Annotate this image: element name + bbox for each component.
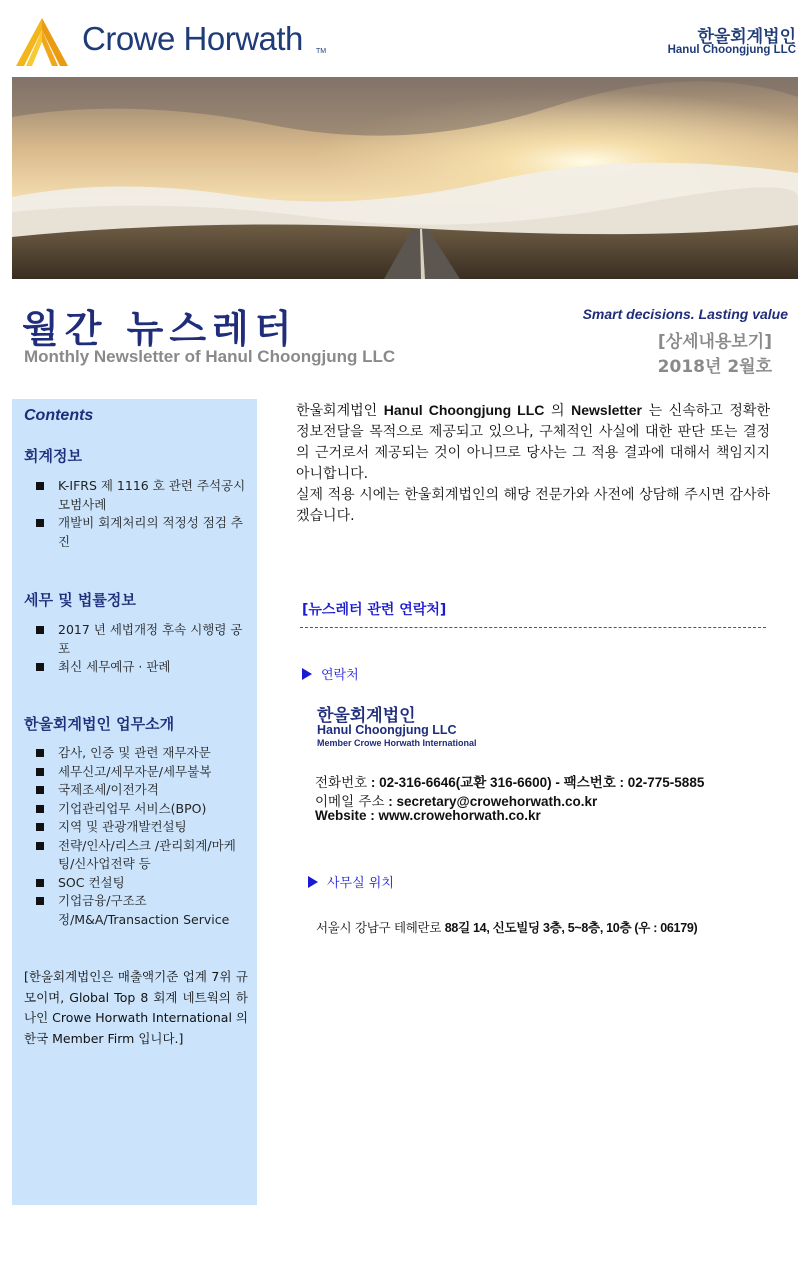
section-heading-accounting[interactable]: 회계정보 — [24, 447, 82, 465]
bullet-square-icon — [36, 842, 44, 850]
website-link[interactable]: Website : www.crowehorwath.co.kr — [315, 808, 541, 823]
disclaimer-text: 한울회계법인 Hanul Choongjung LLC 의 Newsletter 는 신속하고 정확한 정보전달을 목적으로 제공되고 있으나, 구체적인 사실에 대한 판단 또는 결정의 근거로서 제공되는 것이 아니므로 당사는 그 적용 결과에 대해서 책임지지 아니합니다. 실제 적용 시에는 한울회계법인의 해당 전문가와 사전에 상담해 주시면 감사하겠습니다. — [296, 402, 770, 524]
email-line: 이메일 주소 : secretary@crowehorwath.co.kr — [315, 794, 598, 810]
list-item[interactable]: 2017 년 세법개정 후속 시행령 공포 — [36, 621, 246, 658]
newsletter-title-english: Monthly Newsletter of Hanul Choongjung LLC — [24, 347, 396, 366]
firm-logo-english: Hanul Choongjung LLC — [317, 723, 457, 737]
list-item[interactable]: 지역 및 관광개발컨설팅 — [36, 818, 246, 837]
firm-name-korean: 한울회계법인 — [697, 27, 796, 47]
view-details-link[interactable]: [상세내용보기] — [657, 332, 772, 352]
bullet-square-icon — [36, 823, 44, 831]
list-item[interactable]: K-IFRS 제 1116 호 관련 주석공시 모범사례 — [36, 477, 246, 514]
list-item[interactable]: 개발비 회계처리의 적정성 점검 추진 — [36, 514, 246, 551]
firm-ranking-note: [한울회계법인은 매출액기준 업계 7위 규모이며, Global Top 8 회계 네트웍의 하나인 Crowe Horwath International 의 한국 Member Firm 입니다.] — [24, 969, 248, 1046]
list-item[interactable]: 감사, 인증 및 관련 재무자문 — [36, 744, 246, 763]
sunrise-road-banner-image — [12, 77, 798, 279]
office-address: 서울시 강남구 테헤란로 88길 14, 신도빌딩 3층, 5~8층, 10층 (우 : 06179) — [316, 920, 698, 935]
tagline: Smart decisions. Lasting value — [582, 306, 788, 322]
services-list — [36, 744, 246, 929]
bullet-square-icon — [36, 897, 44, 905]
bullet-square-icon — [36, 879, 44, 887]
bullet-square-icon — [36, 805, 44, 813]
section-heading-services[interactable]: 한울회계법인 업무소개 — [24, 715, 175, 733]
triangle-right-icon — [302, 668, 312, 680]
list-item[interactable]: 기업금융/구조조정/M&A/Transaction Service — [36, 892, 246, 929]
issue-date: 2018년 2월호 — [657, 357, 772, 377]
triangle-right-icon — [308, 876, 318, 888]
list-item[interactable]: 국제조세/이전가격 — [36, 781, 246, 800]
contents-sidebar — [12, 399, 257, 1205]
trademark-mark: TM — [316, 48, 327, 55]
logo-wordmark: Crowe Horwath — [82, 20, 303, 57]
newsletter-title-korean: 월간 뉴스레터 — [22, 307, 298, 351]
bullet-square-icon — [36, 749, 44, 757]
bullet-square-icon — [36, 786, 44, 794]
accounting-list — [36, 477, 246, 551]
tax-legal-list — [36, 621, 246, 677]
bullet-square-icon — [36, 626, 44, 634]
dashed-divider — [300, 627, 766, 628]
list-item[interactable]: 최신 세무예규 · 판례 — [36, 658, 246, 677]
office-location-subheading: 사무실 위치 — [308, 872, 394, 891]
bullet-square-icon — [36, 482, 44, 490]
bullet-square-icon — [36, 519, 44, 527]
phone-fax-line: 전화번호 : 02-316-6646(교환 316-6600) - 팩스번호 : 02-775-5885 — [315, 775, 705, 791]
list-item[interactable]: 전략/인사/리스크 /관리회계/마케팅/신사업전략 등 — [36, 837, 246, 874]
list-item[interactable]: SOC 컨설팅 — [36, 874, 246, 893]
bullet-square-icon — [36, 663, 44, 671]
contact-section-heading: [뉴스레터 관련 연락처] — [302, 602, 447, 618]
bullet-square-icon — [36, 768, 44, 776]
email-link[interactable]: : secretary@crowehorwath.co.kr — [384, 794, 598, 809]
firm-logo-member-line: Member Crowe Horwath International — [317, 738, 477, 748]
contact-subheading: 연락처 — [302, 664, 359, 683]
section-heading-tax-legal[interactable]: 세무 및 법률정보 — [24, 591, 136, 609]
list-item[interactable]: 세무신고/세무자문/세무불복 — [36, 763, 246, 782]
crowe-horwath-logo-icon — [12, 16, 72, 68]
firm-logo-korean: 한울회계법인 — [317, 706, 416, 726]
contents-heading: Contents — [24, 407, 94, 424]
firm-name-english: Hanul Choongjung LLC — [667, 44, 796, 56]
list-item[interactable]: 기업관리업무 서비스(BPO) — [36, 800, 246, 819]
